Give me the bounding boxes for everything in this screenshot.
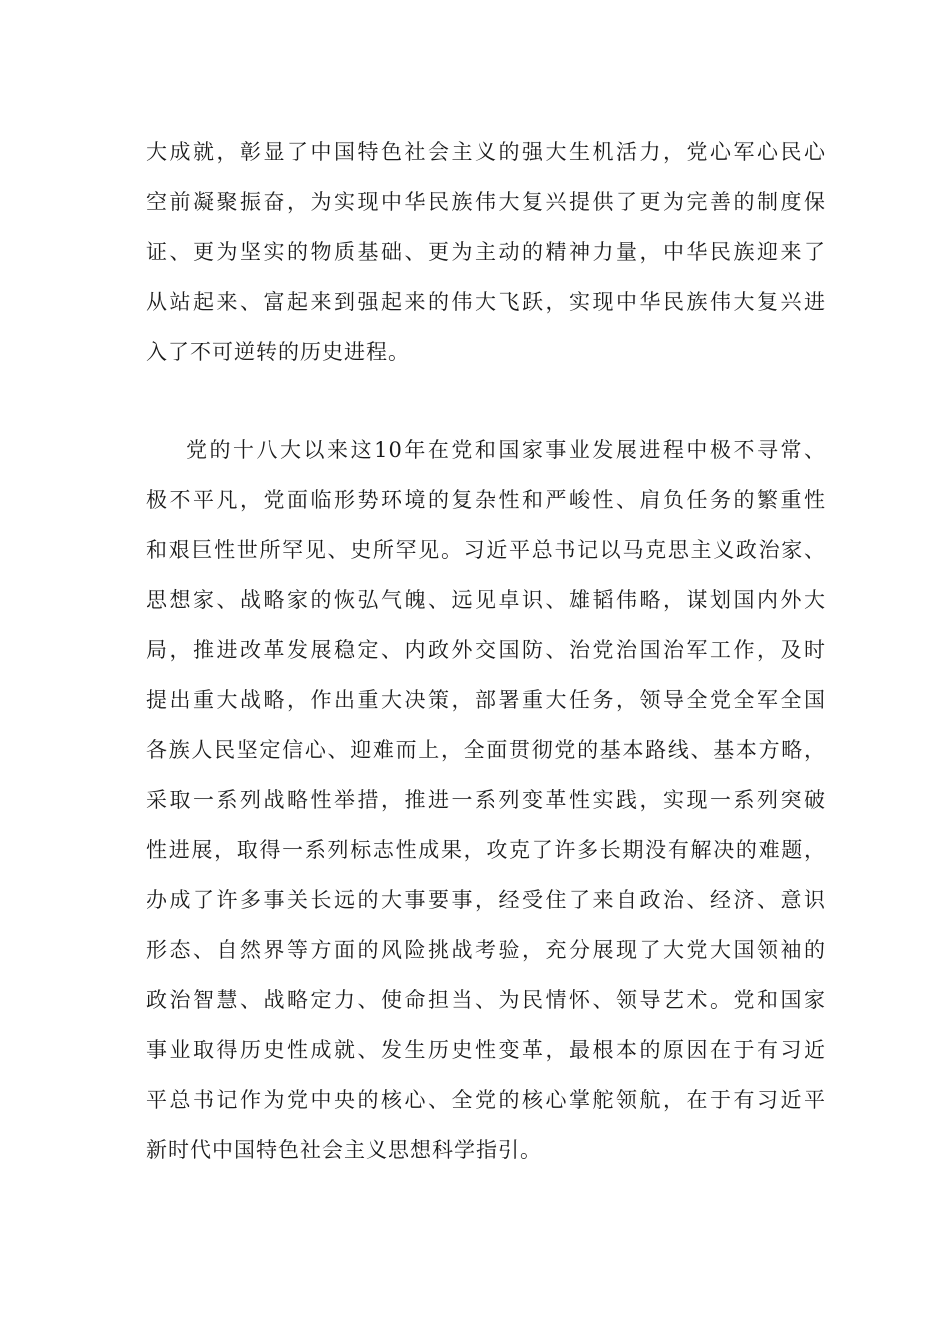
paragraph-line: 各族人民坚定信心、迎难而上，全面贯彻党的基本路线、基本方略，: [146, 738, 826, 762]
paragraph-line: 新时代中国特色社会主义思想科学指引。: [146, 1138, 542, 1162]
paragraph-line: 政治智慧、战略定力、使命担当、为民情怀、领导艺术。党和国家: [146, 988, 826, 1012]
paragraph-line: 采取一系列战略性举措，推进一系列变革性实践，实现一系列突破: [146, 788, 826, 812]
paragraph-line: 局，推进改革发展稳定、内政外交国防、治党治国治军工作，及时: [146, 638, 826, 662]
paragraph-line: 平总书记作为党中央的核心、全党的核心掌舵领航，在于有习近平: [146, 1088, 826, 1112]
paragraph-line: 大成就，彰显了中国特色社会主义的强大生机活力，党心军心民心: [146, 140, 826, 164]
paragraph-line: 入了不可逆转的历史进程。: [146, 340, 410, 364]
paragraph-line: 从站起来、富起来到强起来的伟大飞跃，实现中华民族伟大复兴进: [146, 290, 826, 314]
paragraph-line: 极不平凡，党面临形势环境的复杂性和严峻性、肩负任务的繁重性: [146, 488, 826, 512]
paragraph-line: 空前凝聚振奋，为实现中华民族伟大复兴提供了更为完善的制度保: [146, 190, 826, 214]
paragraph-line: 事业取得历史性成就、发生历史性变革，最根本的原因在于有习近: [146, 1038, 826, 1062]
paragraph-2: [146, 425, 826, 1175]
paragraph-line: 形态、自然界等方面的风险挑战考验，充分展现了大党大国领袖的: [146, 938, 826, 962]
paragraph-line: 性进展，取得一系列标志性成果，攻克了许多长期没有解决的难题，: [146, 838, 826, 862]
paragraph-1: [146, 127, 826, 377]
paragraph-line: 证、更为坚实的物质基础、更为主动的精神力量，中华民族迎来了: [146, 240, 826, 264]
paragraph-line: 提出重大战略，作出重大决策，部署重大任务，领导全党全军全国: [146, 688, 826, 712]
paragraph-line: 思想家、战略家的恢弘气魄、远见卓识、雄韬伟略，谋划国内外大: [146, 588, 826, 612]
paragraph-line: 党的十八大以来这10年在党和国家事业发展进程中极不寻常、: [186, 438, 826, 462]
paragraph-line: 办成了许多事关长远的大事要事，经受住了来自政治、经济、意识: [146, 888, 826, 912]
paragraph-line: 和艰巨性世所罕见、史所罕见。习近平总书记以马克思主义政治家、: [146, 538, 826, 562]
